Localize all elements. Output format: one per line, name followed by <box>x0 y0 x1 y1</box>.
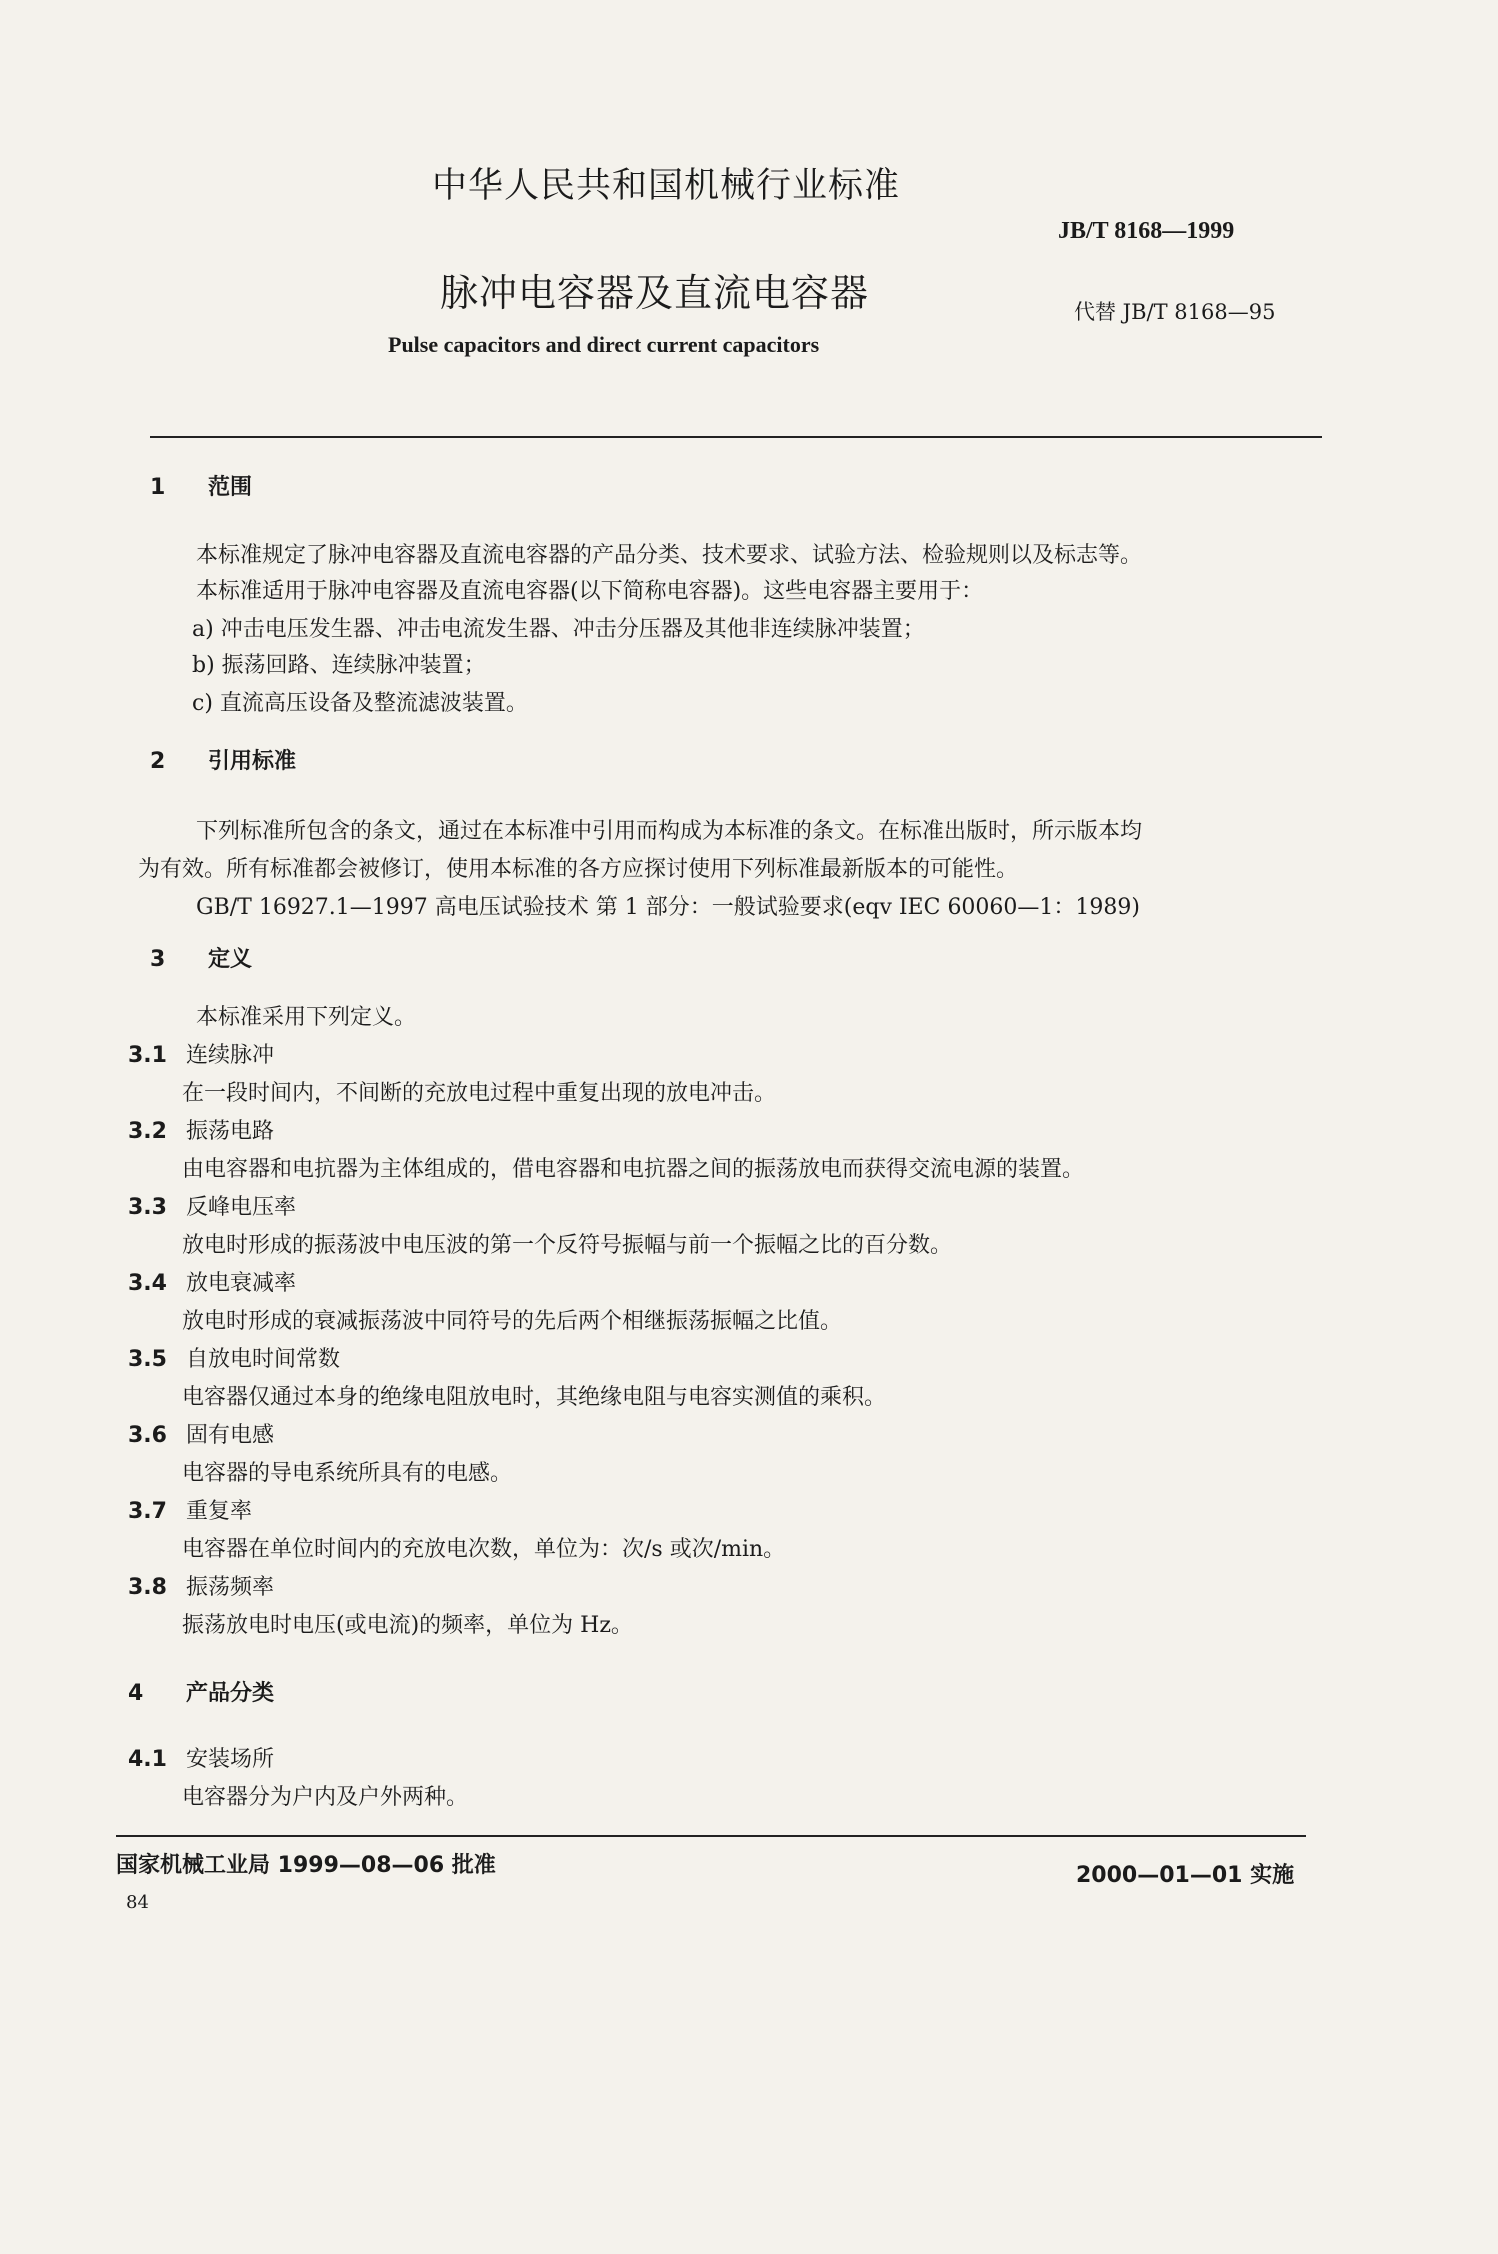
paragraph: 本标准采用下列定义。 <box>196 1005 417 1030</box>
paragraph: 为有效。所有标准都会被修订，使用本标准的各方应探讨使用下列标准最新版本的可能性。 <box>138 857 1019 882</box>
definition-heading: 3.7 重复率 <box>128 1499 253 1524</box>
list-item: b) 振荡回路、连续脉冲装置； <box>192 653 486 678</box>
definition-heading: 3.8 振荡频率 <box>128 1575 275 1600</box>
section-3-heading <box>150 942 252 973</box>
section-number: 4 <box>128 1681 144 1706</box>
paragraph: 本标准适用于脉冲电容器及直流电容器(以下简称电容器)。这些电容器主要用于： <box>196 579 984 604</box>
definition-text: 电容器的导电系统所具有的电感。 <box>182 1461 513 1486</box>
section-title: 引用标准 <box>208 749 297 774</box>
definition-text: 放电时形成的衰减振荡波中同符号的先后两个相继振荡振幅之比值。 <box>182 1309 843 1334</box>
definition-heading: 3.4 放电衰减率 <box>128 1271 297 1296</box>
section-number: 3 <box>150 947 166 972</box>
section-number: 1 <box>150 475 166 500</box>
section-number: 2 <box>150 749 166 774</box>
subsection-text: 电容器分为户内及户外两种。 <box>182 1785 469 1810</box>
paragraph: 下列标准所包含的条文，通过在本标准中引用而构成为本标准的条文。在标准出版时，所示版本均 <box>196 819 1143 844</box>
section-title: 产品分类 <box>186 1681 275 1706</box>
definition-heading: 3.3 反峰电压率 <box>128 1195 297 1220</box>
page-number: 84 <box>126 1892 149 1913</box>
definition-heading: 3.6 固有电感 <box>128 1423 275 1448</box>
definition-text: 在一段时间内，不间断的充放电过程中重复出现的放电冲击。 <box>182 1081 777 1106</box>
section-2-heading <box>150 744 296 775</box>
footer-divider <box>116 1835 1306 1837</box>
paragraph: 本标准规定了脉冲电容器及直流电容器的产品分类、技术要求、试验方法、检验规则以及标志等。 <box>196 543 1143 568</box>
definition-heading: 3.2 振荡电路 <box>128 1119 275 1144</box>
section-title: 定义 <box>208 947 253 972</box>
reference-standard: GB/T 16927.1—1997 高电压试验技术 第 1 部分：一般试验要求(eqv IEC 60060—1：1989) <box>196 895 1140 920</box>
section-4-heading <box>128 1676 274 1707</box>
definition-text: 由电容器和电抗器为主体组成的，借电容器和电抗器之间的振荡放电而获得交流电源的装置。 <box>182 1157 1085 1182</box>
definition-text: 电容器仅通过本身的绝缘电阻放电时，其绝缘电阻与电容实测值的乘积。 <box>182 1385 887 1410</box>
section-1-heading <box>150 470 252 501</box>
standard-number: JB/T 8168—1999 <box>1058 218 1235 244</box>
list-item: a) 冲击电压发生器、冲击电流发生器、冲击分压器及其他非连续脉冲装置； <box>192 617 925 642</box>
definition-heading: 3.1 连续脉冲 <box>128 1043 275 1068</box>
definition-text: 振荡放电时电压(或电流)的频率，单位为 Hz。 <box>182 1613 633 1638</box>
subsection-heading: 4.1 安装场所 <box>128 1747 275 1772</box>
list-item: c) 直流高压设备及整流滤波装置。 <box>192 691 528 716</box>
implementation-date: 2000—01—01 实施 <box>1076 1863 1295 1888</box>
definition-text: 放电时形成的振荡波中电压波的第一个反符号振幅与前一个振幅之比的百分数。 <box>182 1233 953 1258</box>
definition-heading: 3.5 自放电时间常数 <box>128 1347 341 1372</box>
replaces-standard: 代替 JB/T 8168—95 <box>1074 300 1276 324</box>
standard-category-heading: 中华人民共和国机械行业标准 <box>432 166 901 206</box>
approval-line: 国家机械工业局 1999—08—06 批准 <box>116 1853 496 1878</box>
document-title-cn: 脉冲电容器及直流电容器 <box>440 271 870 315</box>
document-title-en: Pulse capacitors and direct current capacitors <box>388 332 820 357</box>
definition-text: 电容器在单位时间内的充放电次数，单位为：次/s 或次/min。 <box>182 1537 786 1562</box>
section-title: 范围 <box>208 475 253 500</box>
header-divider <box>150 436 1322 438</box>
